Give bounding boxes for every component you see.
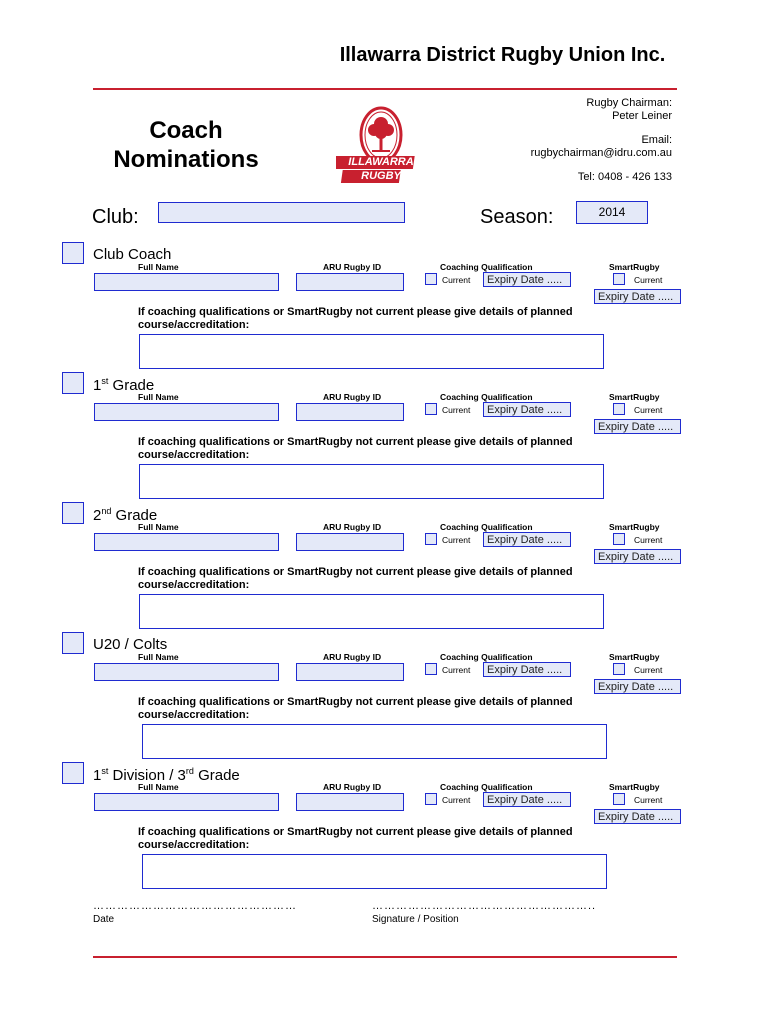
club-label: Club:	[92, 206, 139, 228]
coaching-current-checkbox[interactable]	[425, 793, 437, 805]
coaching-current-label: Current	[442, 275, 471, 285]
section-title-sup: st	[101, 766, 109, 776]
planned-course-note: If coaching qualifications or SmartRugby not current please give details of planned	[138, 306, 573, 318]
aru-id-input[interactable]	[296, 533, 404, 551]
smartrugby-label: SmartRugby	[609, 652, 660, 662]
coaching-current-label: Current	[442, 665, 471, 675]
smartrugby-current-checkbox[interactable]	[613, 533, 625, 545]
planned-course-textarea[interactable]	[139, 594, 604, 629]
smartrugby-expiry-input[interactable]: Expiry Date .....	[594, 679, 681, 694]
email-value: rugbychairman@idru.com.au	[530, 147, 672, 159]
smartrugby-expiry-input[interactable]: Expiry Date .....	[594, 419, 681, 434]
section-title-after: Division / 3	[108, 767, 186, 784]
planned-course-note-cont: course/accreditation:	[138, 449, 250, 461]
phone: Tel: 0408 - 426 133	[577, 171, 672, 183]
section-title-text: 2	[93, 507, 102, 524]
smartrugby-current-label: Current	[634, 795, 663, 805]
section-title-text: 1	[93, 767, 102, 784]
section-title-after: Grade	[108, 377, 155, 394]
signature-line[interactable]: ………………………………………………..	[372, 900, 597, 912]
smartrugby-label: SmartRugby	[609, 392, 660, 402]
club-input[interactable]	[158, 202, 405, 223]
section-select-checkbox[interactable]	[62, 502, 84, 524]
full-name-label: Full Name	[138, 392, 179, 402]
full-name-label: Full Name	[138, 262, 179, 272]
section-title	[93, 636, 167, 653]
coaching-qualification-label: Coaching Qualification	[440, 652, 533, 662]
planned-course-note-cont: course/accreditation:	[138, 709, 250, 721]
section-select-checkbox[interactable]	[62, 762, 84, 784]
chairman-label: Rugby Chairman:	[586, 97, 672, 109]
aru-id-label: ARU Rugby ID	[323, 262, 382, 272]
coaching-expiry-input[interactable]: Expiry Date .....	[483, 792, 571, 807]
planned-course-note-cont: course/accreditation:	[138, 839, 250, 851]
logo-text-bottom: RUGBY	[361, 170, 401, 182]
aru-id-label: ARU Rugby ID	[323, 522, 382, 532]
smartrugby-current-label: Current	[634, 535, 663, 545]
chairman-name: Peter Leiner	[612, 110, 672, 122]
planned-course-textarea[interactable]	[142, 724, 607, 759]
coaching-qualification-label: Coaching Qualification	[440, 782, 533, 792]
coaching-qualification-label: Coaching Qualification	[440, 392, 533, 402]
footer-divider	[93, 956, 677, 958]
signature-label: Signature / Position	[372, 914, 459, 925]
header-divider	[93, 88, 677, 90]
full-name-input[interactable]	[94, 273, 279, 291]
coaching-current-label: Current	[442, 535, 471, 545]
coaching-qualification-label: Coaching Qualification	[440, 522, 533, 532]
form-title-line1: Coach	[149, 117, 223, 144]
planned-course-note: If coaching qualifications or SmartRugby not current please give details of planned	[138, 826, 573, 838]
section-title-after: Grade	[111, 507, 158, 524]
planned-course-textarea[interactable]	[142, 854, 607, 889]
coaching-expiry-input[interactable]: Expiry Date .....	[483, 272, 571, 287]
full-name-label: Full Name	[138, 652, 179, 662]
full-name-label: Full Name	[138, 522, 179, 532]
coaching-expiry-input[interactable]: Expiry Date .....	[483, 402, 571, 417]
planned-course-note: If coaching qualifications or SmartRugby not current please give details of planned	[138, 436, 573, 448]
aru-id-label: ARU Rugby ID	[323, 652, 382, 662]
planned-course-note-cont: course/accreditation:	[138, 579, 250, 591]
date-line[interactable]: ……………………………………………	[93, 900, 297, 912]
coaching-current-label: Current	[442, 405, 471, 415]
section-title-after2: Grade	[193, 767, 240, 784]
smartrugby-expiry-input[interactable]: Expiry Date .....	[594, 289, 681, 304]
smartrugby-current-checkbox[interactable]	[613, 403, 625, 415]
coaching-expiry-input[interactable]: Expiry Date .....	[483, 662, 571, 677]
season-label: Season:	[480, 206, 554, 228]
aru-id-input[interactable]	[296, 403, 404, 421]
planned-course-note: If coaching qualifications or SmartRugby not current please give details of planned	[138, 566, 573, 578]
full-name-label: Full Name	[138, 782, 179, 792]
planned-course-note-cont: course/accreditation:	[138, 319, 250, 331]
coaching-current-checkbox[interactable]	[425, 403, 437, 415]
date-label: Date	[93, 914, 115, 925]
email-label: Email:	[641, 134, 672, 146]
section-title-sup: st	[101, 376, 109, 386]
logo-text-top: ILLAWARRA	[348, 156, 414, 168]
smartrugby-current-checkbox[interactable]	[613, 273, 625, 285]
org-name: Illawarra District Rugby Union Inc.	[339, 44, 666, 66]
form-title-line2: Nominations	[113, 146, 259, 173]
aru-id-input[interactable]	[296, 793, 404, 811]
full-name-input[interactable]	[94, 403, 279, 421]
planned-course-note: If coaching qualifications or SmartRugby not current please give details of planned	[138, 696, 573, 708]
aru-id-input[interactable]	[296, 273, 404, 291]
section-title-sup2: rd	[185, 766, 194, 776]
coaching-expiry-input[interactable]: Expiry Date .....	[483, 532, 571, 547]
section-title-text: 1	[93, 377, 102, 394]
full-name-input[interactable]	[94, 793, 279, 811]
coaching-qualification-label: Coaching Qualification	[440, 262, 533, 272]
section-title	[93, 246, 171, 263]
planned-course-textarea[interactable]	[139, 464, 604, 499]
smartrugby-current-checkbox[interactable]	[613, 663, 625, 675]
smartrugby-label: SmartRugby	[609, 522, 660, 532]
illawarra-rugby-logo	[336, 104, 426, 186]
smartrugby-current-checkbox[interactable]	[613, 793, 625, 805]
smartrugby-expiry-input[interactable]: Expiry Date .....	[594, 549, 681, 564]
section-select-checkbox[interactable]	[62, 372, 84, 394]
smartrugby-current-label: Current	[634, 405, 663, 415]
section-title-sup: nd	[101, 506, 112, 516]
section-select-checkbox[interactable]	[62, 632, 84, 654]
smartrugby-current-label: Current	[634, 275, 663, 285]
section-title-text: U20 / Colts	[93, 636, 168, 653]
coaching-current-checkbox[interactable]	[425, 663, 437, 675]
coaching-current-checkbox[interactable]	[425, 533, 437, 545]
full-name-input[interactable]	[94, 533, 279, 551]
smartrugby-expiry-input[interactable]: Expiry Date .....	[594, 809, 681, 824]
section-select-checkbox[interactable]	[62, 242, 84, 264]
planned-course-textarea[interactable]	[139, 334, 604, 369]
season-input[interactable]: 2014	[576, 201, 648, 224]
smartrugby-label: SmartRugby	[609, 262, 660, 272]
coaching-current-label: Current	[442, 795, 471, 805]
smartrugby-current-label: Current	[634, 665, 663, 675]
coaching-current-checkbox[interactable]	[425, 273, 437, 285]
form-title	[93, 116, 279, 174]
aru-id-input[interactable]	[296, 663, 404, 681]
full-name-input[interactable]	[94, 663, 279, 681]
aru-id-label: ARU Rugby ID	[323, 392, 382, 402]
aru-id-label: ARU Rugby ID	[323, 782, 382, 792]
smartrugby-label: SmartRugby	[609, 782, 660, 792]
section-title-text: Club Coach	[93, 246, 172, 263]
